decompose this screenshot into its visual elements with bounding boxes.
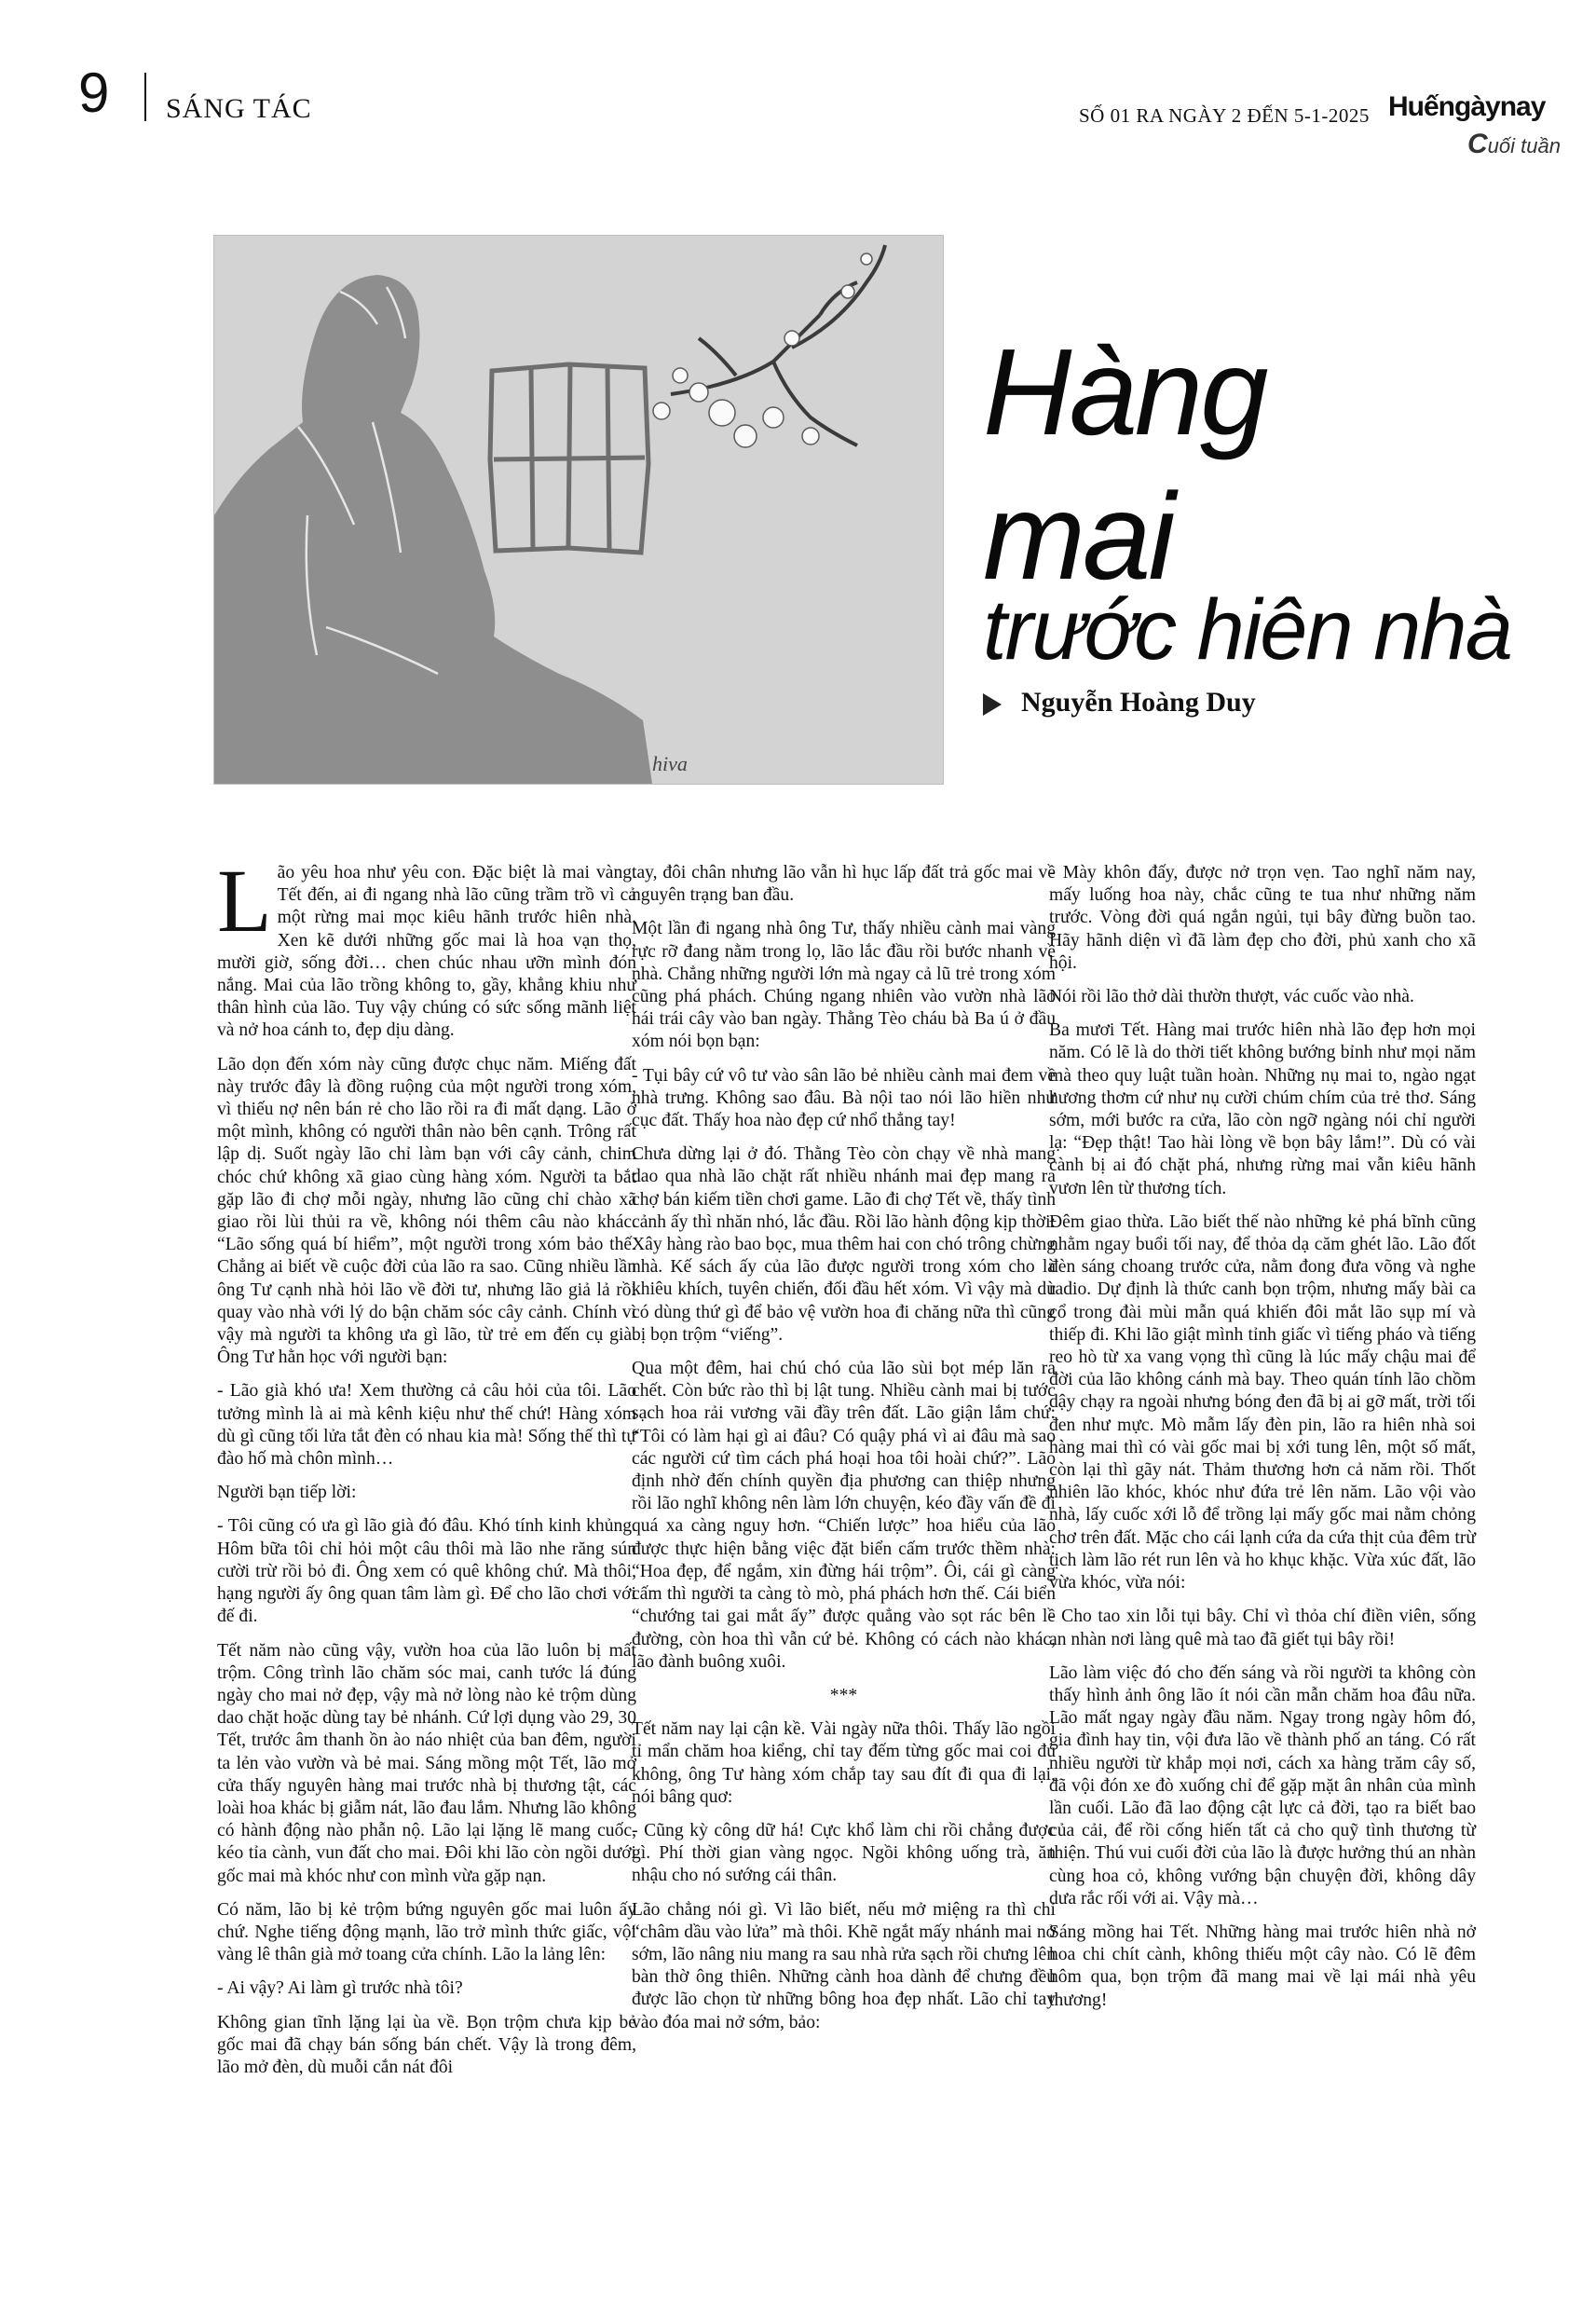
paragraph: Chưa dừng lại ở đó. Thằng Tèo còn chạy về nhà mang dao qua nhà lão chặt rất nhiều nhánh mai đẹp mang ra chợ bán kiếm tiền chơi game. Lão đi chợ Tết về, thấy tình cảnh ấy thì nhăn nhó, lắc đầu. Rồi lão hành động kịp thời: Xây hàng rào bao bọc, mua thêm hai con chó trông chừng nhà. Kế sách ấy của lão được người trong xóm cho là khiêu khích, tuyên chiến, đối đầu hết xóm. Vì vậy mà dù có dùng thứ gì để bảo vệ vườn hoa đi chăng nữa thì cũng bị bọn trộm “viếng”. (632, 1144, 1056, 1345)
article-author: Nguyễn Hoàng Duy (1021, 687, 1256, 718)
article-title-line2: mai (983, 468, 1173, 605)
paragraph (217, 851, 636, 1043)
paragraph: Lão làm việc đó cho đến sáng và rồi người ta không còn thấy hình ảnh ông lão ít nói cần mẫn chăm hoa đâu nữa. Lão mất ngay ngày đầu năm. Ngay trong ngày hôm đó, gia đình hay tin, vội đưa lão về thành phố an táng. Có rất nhiều người từ khắp mọi nơi, cách xa hàng trăm cây số, đã vội đón xe đò xuống chỉ để gặp mặt ân nhân của mình lần cuối. Lão đã lao động cật lực cả đời, tạo ra biết bao của cải, để rồi cống hiến tất cả cho quỹ tình thương từ thiện. Thú vui cuối đời của lão là được hưởng thú an nhàn cùng hoa cỏ, không vướng bận chuyện đời, không dây dưa rắc rối với ai. Vậy mà… (1049, 1662, 1476, 1908)
window (490, 364, 648, 553)
illustration-drawing (214, 236, 943, 784)
paragraph: - Cho tao xin lỗi tụi bây. Chỉ vì thỏa chí điền viên, sống an nhàn nơi làng quê mà tao đã giết tụi bây rồi! (1049, 1607, 1476, 1649)
paragraph: Không gian tĩnh lặng lại ùa về. Bọn trộm chưa kịp bẻ gốc mai đã chạy bán sống bán chết. Vậy là trong đêm, lão mở đèn, dù muỗi cắn nát đôi (217, 2012, 636, 2077)
page-header (0, 0, 1596, 159)
paragraph: - Cũng kỳ công dữ há! Cực khổ làm chi rồi chẳng được gì. Phí thời gian vàng ngọc. Ngồi không uống trà, ăn nhậu cho nó sướng cái thân. (632, 1820, 1056, 1886)
paragraph: Có năm, lão bị kẻ trộm bứng nguyên gốc mai luôn ấy chứ. Nghe tiếng động mạnh, lão trở mình thức giấc, vội vàng lê thân già mở toang cửa chính. Lão la lảng lên: (217, 1899, 636, 1965)
paragraph: Sáng mồng hai Tết. Những hàng mai trước hiên nhà nở hoa chi chít cành, không thiếu một cây nào. Có lẽ đêm hôm qua, bọn trộm đã mang mai về lại mái nhà yêu thương! (1049, 1922, 1476, 2010)
issue-date: SỐ 01 RA NGÀY 2 ĐẾN 5-1-2025 (1079, 104, 1370, 127)
paragraph: tay, đôi chân nhưng lão vẫn hì hục lấp đất trả gốc mai về nguyên trạng ban đầu. (632, 863, 1056, 906)
drop-cap: L (217, 851, 272, 951)
paragraph: Tết năm nay lại cận kề. Vài ngày nữa thôi. Thấy lão ngồi tỉ mẩn chăm hoa kiểng, chỉ tay đếm từng gốc mai coi đủ không, ông Tư hàng xóm chắp tay sau đít đi qua đi lại, nói bâng quơ: (632, 1719, 1056, 1807)
paragraph: Ba mươi Tết. Hàng mai trước hiên nhà lão đẹp hơn mọi năm. Có lẽ là do thời tiết không bướng bỉnh như mọi năm mà theo quy luật tuần hoàn. Những nụ mai to, ngào ngạt hương thơm cứ như nụ cười chúm chím của trẻ thơ. Sáng sớm, mới bước ra cửa, lão còn ngỡ ngàng nói chỉ người lạ: “Đẹp thật! Tao hài lòng về bọn bây lắm!”. Dù có vài cành bị ai đó chặt phá, nhưng rừng mai vẫn kiêu hãnh vươn lên từ thương tích. (1049, 1020, 1476, 1198)
paragraph: Qua một đêm, hai chú chó của lão sùi bọt mép lăn ra chết. Còn bức rào thì bị lật tung. Nhiều cành mai bị tước sạch hoa rải vương vãi đầy trên đất. Lão giận lắm chứ: “Tôi có làm hại gì ai đâu? Có quậy phá vì ai đâu mà sao các người cứ tìm cách phá hoại hoa tôi hoài chứ?”. Lão định nhờ đến chính quyền địa phương can thiệp nhưng rồi lão nghĩ không nên làm lớn chuyện, kéo đầy vấn đề đi quá xa càng nguy hơn. “Chiến lược” hoa hiểu của lão được thực hiện bằng việc đặt biển cấm trước thềm nhà: “Hoa đẹp, để ngắm, xin đừng hái trộm”. Ôi, cái gì càng cấm thì người ta càng tò mò, phá phách hơn thế. Cái biển “chướng tai gai mắt ấy” được quẳng vào sọt rác bên lề đường, còn hoa thì vẫn cứ bẻ. Không có cách nào khác, lão đành buông xuôi. (632, 1359, 1056, 1672)
paragraph: - Tụi bây cứ vô tư vào sân lão bẻ nhiều cành mai đem về nhà trưng. Không sao đâu. Bà nội tao nói lão hiền như cục đất. Thấy hoa nào đẹp cứ nhổ thẳng tay! (632, 1065, 1056, 1131)
paragraph: - Mày khôn đấy, được nở trọn vẹn. Tao nghĩ năm nay, mấy luống hoa này, chắc cũng te tua như những năm trước. Vòng đời quá ngắn ngủi, tụi bây đừng buồn tao. Hãy hãnh diện vì đã làm đẹp cho đời, phủ xanh cho xã hội. (1049, 863, 1476, 973)
paragraph: - Lão già khó ưa! Xem thường cả câu hỏi của tôi. Lão tưởng mình là ai mà kênh kiệu như thế chứ! Hàng xóm dù gì cũng tối lửa tắt đèn có nhau kia mà! Sống thế thì tự đào hố mà chôn mình… (217, 1381, 636, 1470)
text-column-2 (632, 862, 1056, 2045)
article-title-line3: trước hiên nhà (983, 582, 1511, 677)
sublogo-text: uối tuần (1487, 134, 1561, 157)
publication-sublogo (1467, 129, 1561, 160)
author-arrow-icon (983, 693, 1002, 716)
paragraph: Đêm giao thừa. Lão biết thế nào những kẻ phá bĩnh cũng nhằm ngay buổi tối nay, để thỏa dạ căm ghét lão. Lão đốt đèn sáng choang trước cửa, nằm đong đưa võng và nghe radio. Dự định là thức canh bọn trộm, nhưng mấy bài ca cổ trong đài mùi mẫn quá khiến đôi mắt lão sụp mí và thiếp đi. Khi lão giật mình tỉnh giấc vì tiếng pháo và tiếng reo hò từ xa vang vọng thì cũng là lúc mấy chậu mai để đời của lão không cánh mà bay. Theo quán tính lão chồm dậy chạy ra ngoài nhưng bóng đen đã bị ai gỡ mất, trời tối đen như mực. Mò mẫm lấy đèn pin, lão ra hiên nhà soi hàng mai thì có vài gốc mai bị xới tung lên, một số mất, còn lại thì gãy nát. Thảm thương hơn cả năm rồi. Thốt nhiên lão khóc, khóc như đứa trẻ lên năm. Lão vội vào nhà, lấy cuốc xới lỗ để trồng lại mấy gốc mai nằm chỏng chơ trên đất. Mặc cho cái lạnh cứa da cứa thịt của đêm trừ tịch làm lão rét run lên và ho khục khặc. Vừa xúc đất, lão vừa khóc, vừa nói: (1049, 1211, 1476, 1594)
section-name: SÁNG TÁC (166, 93, 312, 124)
paragraph: Một lần đi ngang nhà ông Tư, thấy nhiều cành mai vàng rực rỡ đang nằm trong lọ, lão lắc đầu rồi bước nhanh về nhà. Chẳng những người lớn mà ngay cả lũ trẻ trong xóm cũng phá phách. Chúng ngang nhiên vào vườn nhà lão hái trái cây vào ban ngày. Thằng Tèo cháu bà Ba ú ở đầu xóm nói bọn bạn: (632, 919, 1056, 1052)
paragraph: - Tôi cũng có ưa gì lão già đó đâu. Khó tính kinh khủng. Hôm bữa tôi chỉ hỏi một câu thôi mà lão nhe răng sún cười trừ rồi bỏ đi. Ông xem có quê không chứ. Mà thôi, hạng người ấy ông quan tâm làm gì. Để cho lão chơi với đế đi. (217, 1516, 636, 1627)
man-silhouette (214, 275, 652, 784)
paragraph: Người bạn tiếp lời: (217, 1483, 357, 1503)
paragraph: Lão dọn đến xóm này cũng được chục năm. Miếng đất này trước đây là đồng ruộng của một người trong xóm, vì thiếu nợ nên bán rẻ cho lão rồi ra đi mất dạng. Lão ở một mình, không có người thân nào bên cạnh. Trông rất lập dị. Suốt ngày lão chỉ làm bạn với cây cảnh, chim chóc chứ không xã giao cùng hàng xóm. Người ta bắt gặp lão đi chợ mỗi ngày, nhưng lão cũng chỉ chào xã giao rồi lùi thủi ra về, không nói thêm câu nào khác. “Lão sống quá bí hiểm”, một người trong xóm bảo thế. Chẳng ai biết về cuộc đời của lão ra sao. Cũng nhiều lần ông Tư cạnh nhà hỏi lão về đời tư, nhưng lão giả lả rồi quay vào nhà với lý do bận chăm sóc cây cảnh. Chính vì vậy mà người ta không ưa gì lão, từ trẻ em đến cụ già. Ông Tư hằn học với người bạn: (217, 1054, 636, 1368)
sublogo-initial: C (1467, 129, 1488, 159)
section-break: *** (829, 1685, 858, 1705)
paragraph-text: ão yêu hoa như yêu con. Đặc biệt là mai vàng. Tết đến, ai đi ngang nhà lão cũng trầm trồ vì cả một rừng mai mọc kiêu hãnh trước hiên nhà. Xen kẽ dưới những gốc mai là hoa vạn thọ, mười giờ, sống đời… chen chúc nhau ưỡn mình đón nắng. Mai của lão trồng không to, gầy, khẳng khiu như thân hình của lão. Tuy vậy chúng có sức sống mãnh liệt và nở hoa cánh to, đẹp dịu dàng. (217, 863, 636, 1041)
page-number: 9 (78, 62, 110, 124)
publication-logo: Huếngàynay (1388, 91, 1546, 122)
artist-signature: hiva (652, 752, 688, 775)
paragraph: Tết năm nào cũng vậy, vườn hoa của lão luôn bị mất trộm. Công trình lão chăm sóc mai, canh tước lá đúng ngày cho mai nở đẹp, vậy mà nở lòng nào kẻ trộm dùng dao chặt hoặc dùng tay bẻ nhánh. Cứ lợi dụng vào 29, 30 Tết, trước âm thanh ồn ào náo nhiệt của ban đêm, người ta lẻn vào vườn và bẻ mai. Sáng mồng một Tết, lão mở cửa thấy nguyên hàng mai trước nhà bị thương tật, các loài hoa khác bị giẫm nát, lão đau lắm. Nhưng lão không có hành động nào phẫn nộ. Lão lại lặng lẽ mang cuốc, kéo tỉa cành, vun đất cho mai. Đôi khi lão còn ngồi dưới gốc mai mà khóc như con mình vừa gặp nạn. (217, 1640, 636, 1886)
paragraph: Lão chẳng nói gì. Vì lão biết, nếu mở miệng ra thì chỉ “châm dầu vào lửa” mà thôi. Khẽ ngắt mấy nhánh mai nở sớm, lão nâng niu mang ra sau nhà rửa sạch rồi chưng lên bàn thờ ông thiên. Những cành hoa dành để chưng đều được lão chọn từ những bông hoa đẹp nhất. Lão chỉ tay vào đóa mai nở sớm, bảo: (632, 1899, 1056, 2032)
illustration (213, 235, 944, 785)
paragraph: - Ai vậy? Ai làm gì trước nhà tôi? (217, 1978, 463, 1999)
text-column-3 (1049, 862, 1476, 2023)
text-column-1 (217, 851, 636, 2090)
plum-blossoms (653, 253, 872, 447)
paragraph: Nói rồi lão thở dài thườn thượt, vác cuốc vào nhà. (1049, 987, 1414, 1007)
article-title-line1: Hàng (983, 323, 1266, 460)
header-divider (144, 73, 146, 121)
